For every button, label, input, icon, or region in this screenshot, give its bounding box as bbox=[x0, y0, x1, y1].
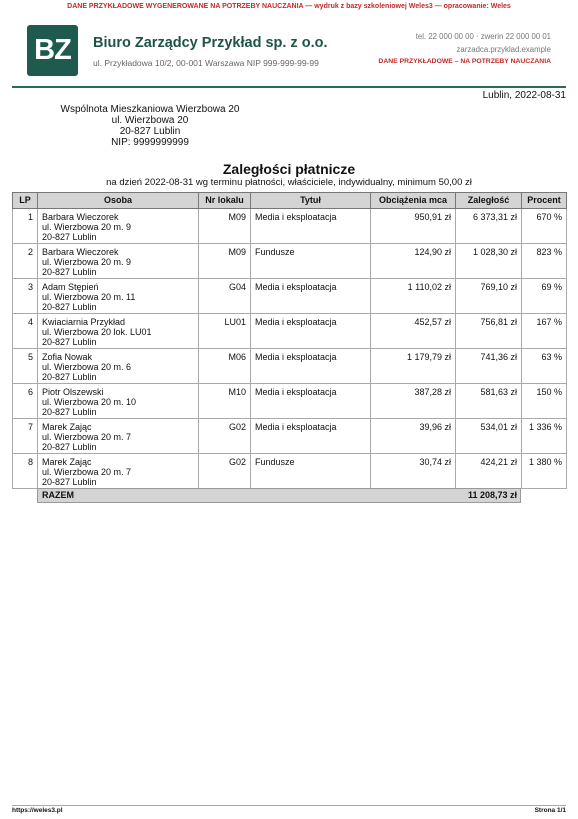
cell-percent: 167 % bbox=[522, 314, 567, 349]
person-street: ul. Wierzbowa 20 m. 6 bbox=[42, 362, 132, 372]
cell-arrears: 581,63 zł bbox=[456, 384, 522, 419]
total-value: 11 208,73 zł bbox=[467, 490, 517, 500]
place-date: Lublin, 2022-08-31 bbox=[482, 90, 566, 101]
cell-lp: 2 bbox=[13, 244, 38, 279]
person-name: Zofia Nowak bbox=[42, 352, 93, 362]
cell-percent: 69 % bbox=[522, 279, 567, 314]
company-web: zarzadca.przyklad.example bbox=[456, 44, 551, 54]
cell-monthly-charge: 1 179,79 zł bbox=[371, 349, 456, 384]
person-name: Marek Zając bbox=[42, 457, 92, 467]
person-street: ul. Wierzbowa 20 m. 10 bbox=[42, 397, 137, 407]
cell-lp: 3 bbox=[13, 279, 38, 314]
cell-unit: LU01 bbox=[199, 314, 251, 349]
header-percent: Procent bbox=[522, 193, 567, 209]
cell-title: Media i eksploatacja bbox=[251, 209, 371, 244]
cell-person bbox=[38, 384, 199, 419]
cell-monthly-charge: 1 110,02 zł bbox=[371, 279, 456, 314]
person-street: ul. Wierzbowa 20 lok. LU01 bbox=[42, 327, 152, 337]
cell-monthly-charge: 452,57 zł bbox=[371, 314, 456, 349]
cell-title: Fundusze bbox=[251, 244, 371, 279]
table-row bbox=[13, 314, 567, 349]
cell-arrears: 1 028,30 zł bbox=[456, 244, 522, 279]
cell-title: Media i eksploatacja bbox=[251, 384, 371, 419]
header-title: Tytuł bbox=[251, 193, 371, 209]
person-street: ul. Wierzbowa 20 m. 7 bbox=[42, 467, 132, 477]
person-city: 20-827 Lublin bbox=[42, 337, 97, 347]
cell-unit: M09 bbox=[199, 244, 251, 279]
person-name: Barbara Wieczorek bbox=[42, 212, 119, 222]
cell-lp: 6 bbox=[13, 384, 38, 419]
recipient-street: ul. Wierzbowa 20 bbox=[111, 115, 189, 126]
person-city: 20-827 Lublin bbox=[42, 442, 97, 452]
header-monthly-charge: Obciążenia mca bbox=[371, 193, 456, 209]
recipient-nip: NIP: 9999999999 bbox=[111, 137, 189, 148]
report-title: Zaległości płatnicze bbox=[222, 161, 356, 177]
person-street: ul. Wierzbowa 20 m. 9 bbox=[42, 222, 132, 232]
training-data-banner: DANE PRZYKŁADOWE WYGENEROWANE NA POTRZEBY NAUCZANIA — wydruk z bazy szkoleniowej Weles3 — opracowanie: Weles bbox=[67, 3, 511, 10]
person-street: ul. Wierzbowa 20 m. 7 bbox=[42, 432, 132, 442]
recipient-name: Wspólnota Mieszkaniowa Wierzbowa 20 bbox=[60, 104, 240, 115]
cell-person bbox=[38, 209, 199, 244]
cell-person bbox=[38, 349, 199, 384]
person-city: 20-827 Lublin bbox=[42, 372, 97, 382]
cell-percent: 63 % bbox=[522, 349, 567, 384]
cell-person bbox=[38, 314, 199, 349]
table-row bbox=[13, 244, 567, 279]
cell-monthly-charge: 124,90 zł bbox=[371, 244, 456, 279]
cell-unit: M10 bbox=[199, 384, 251, 419]
recipient-address bbox=[45, 104, 255, 148]
cell-monthly-charge: 950,91 zł bbox=[371, 209, 456, 244]
cell-arrears: 756,81 zł bbox=[456, 314, 522, 349]
total-row bbox=[37, 488, 521, 503]
table-header-row bbox=[13, 193, 567, 209]
table-row bbox=[13, 419, 567, 454]
cell-title: Fundusze bbox=[251, 454, 371, 489]
cell-unit: M09 bbox=[199, 209, 251, 244]
cell-lp: 8 bbox=[13, 454, 38, 489]
arrears-table bbox=[12, 192, 567, 489]
header-unit: Nr lokalu bbox=[199, 193, 251, 209]
header-arrears: Zaległość bbox=[456, 193, 522, 209]
table-row bbox=[13, 454, 567, 489]
cell-monthly-charge: 39,96 zł bbox=[371, 419, 456, 454]
company-address: ul. Przykładowa 10/2, 00-001 Warszawa NIP 999-999-99-99 bbox=[93, 58, 319, 68]
header-person: Osoba bbox=[38, 193, 199, 209]
cell-lp: 5 bbox=[13, 349, 38, 384]
cell-person bbox=[38, 279, 199, 314]
cell-person bbox=[38, 454, 199, 489]
footer-divider bbox=[12, 805, 566, 806]
cell-arrears: 741,36 zł bbox=[456, 349, 522, 384]
cell-arrears: 769,10 zł bbox=[456, 279, 522, 314]
cell-arrears: 424,21 zł bbox=[456, 454, 522, 489]
cell-percent: 823 % bbox=[522, 244, 567, 279]
page-number: Strona 1/1 bbox=[534, 807, 566, 814]
cell-unit: G04 bbox=[199, 279, 251, 314]
person-city: 20-827 Lublin bbox=[42, 302, 97, 312]
cell-percent: 670 % bbox=[522, 209, 567, 244]
cell-unit: G02 bbox=[199, 454, 251, 489]
company-name: Biuro Zarządcy Przykład sp. z o.o. bbox=[93, 35, 328, 51]
total-label: RAZEM bbox=[42, 490, 74, 500]
cell-percent: 1 380 % bbox=[522, 454, 567, 489]
cell-percent: 1 336 % bbox=[522, 419, 567, 454]
company-notice: DANE PRZYKŁADOWE – NA POTRZEBY NAUCZANIA bbox=[378, 58, 551, 65]
person-city: 20-827 Lublin bbox=[42, 232, 97, 242]
person-street: ul. Wierzbowa 20 m. 11 bbox=[42, 292, 136, 302]
cell-unit: M06 bbox=[199, 349, 251, 384]
person-city: 20-827 Lublin bbox=[42, 267, 97, 277]
person-street: ul. Wierzbowa 20 m. 9 bbox=[42, 257, 132, 267]
cell-percent: 150 % bbox=[522, 384, 567, 419]
cell-person bbox=[38, 244, 199, 279]
cell-title: Media i eksploatacja bbox=[251, 349, 371, 384]
cell-title: Media i eksploatacja bbox=[251, 314, 371, 349]
table-row bbox=[13, 349, 567, 384]
report-subtitle: na dzień 2022-08-31 wg terminu płatności, właściciele, indywidualny, minimum 50,00 zł bbox=[106, 177, 472, 188]
footer-url: https://weles3.pl bbox=[12, 807, 63, 814]
cell-lp: 4 bbox=[13, 314, 38, 349]
table-row bbox=[13, 384, 567, 419]
person-name: Adam Stępień bbox=[42, 282, 99, 292]
cell-monthly-charge: 30,74 zł bbox=[371, 454, 456, 489]
company-logo: BZ bbox=[27, 25, 78, 76]
person-city: 20-827 Lublin bbox=[42, 477, 97, 487]
person-city: 20-827 Lublin bbox=[42, 407, 97, 417]
cell-arrears: 534,01 zł bbox=[456, 419, 522, 454]
cell-lp: 1 bbox=[13, 209, 38, 244]
company-phone: tel. 22 000 00 00 · zwerin 22 000 00 01 bbox=[415, 32, 551, 41]
company-contact bbox=[378, 31, 551, 69]
person-name: Kwiaciarnia Przykład bbox=[42, 317, 126, 327]
cell-person bbox=[38, 419, 199, 454]
table-row bbox=[13, 209, 567, 244]
person-name: Marek Zając bbox=[42, 422, 92, 432]
cell-title: Media i eksploatacja bbox=[251, 279, 371, 314]
cell-lp: 7 bbox=[13, 419, 38, 454]
cell-unit: G02 bbox=[199, 419, 251, 454]
cell-arrears: 6 373,31 zł bbox=[456, 209, 522, 244]
cell-monthly-charge: 387,28 zł bbox=[371, 384, 456, 419]
header-divider bbox=[12, 86, 566, 88]
recipient-city: 20-827 Lublin bbox=[119, 126, 181, 137]
person-name: Piotr Olszewski bbox=[42, 387, 104, 397]
table-row bbox=[13, 279, 567, 314]
person-name: Barbara Wieczorek bbox=[42, 247, 119, 257]
cell-title: Media i eksploatacja bbox=[251, 419, 371, 454]
header-lp: LP bbox=[13, 193, 38, 209]
